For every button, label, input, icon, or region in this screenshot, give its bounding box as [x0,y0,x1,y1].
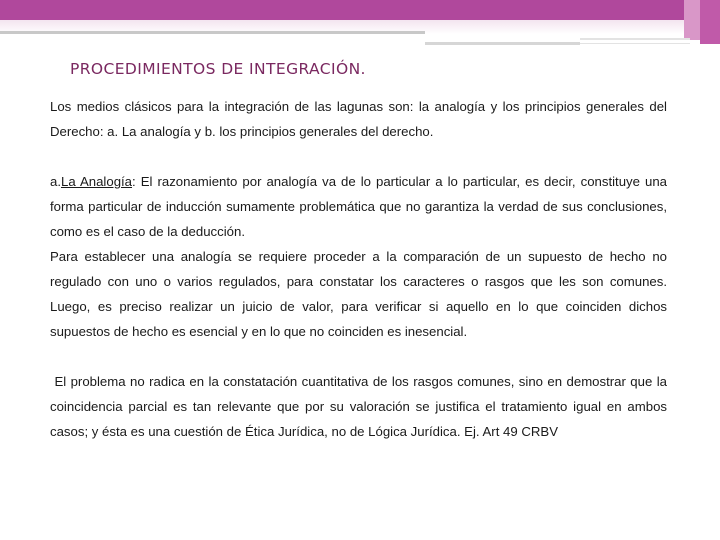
problema-paragraph: El problema no radica en la constatación cuantitativa de los rasgos comunes, sino en demostrar que la coincidencia parcial es tan relevante que por su valoración se justifica el tratamiento igual en ambos casos; y ésta es una cuestión de Ética Jurídica, no de Lógica Jurídica. Ej. Art 49 CRBV [50,374,671,439]
slide-title: PROCEDIMIENTOS DE INTEGRACIÓN. [70,60,366,79]
title-rule [0,31,425,34]
paragraph-spacer [50,344,667,369]
title-rule-mid [425,42,580,45]
establecer-paragraph: Para establecer una analogía se requiere proceder a la comparación de un supuesto de hecho no regulado con uno o varios regulados, para constatar los caracteres o rasgos que les son comunes. Luego, es preciso realizar un juicio de valor, para verificar si aquello en lo que coinciden dichos supuestos de hecho es esencial y en lo que no coinciden es inesencial. [50,249,667,339]
paragraph-spacer [50,144,667,169]
analogia-prefix: a. [50,174,61,189]
analogia-term: La Analogía [61,174,133,189]
title-rule-light-2 [580,43,690,44]
corner-accent [700,0,720,44]
title-rule-light [580,38,690,40]
header-accent-band [0,0,720,20]
analogia-colon: : [132,174,136,189]
analogia-text: El razonamiento por analogía va de lo particular a lo particular, es decir, constituye una forma particular de inducción sumamente problemática que no garantiza la verdad de sus conclusiones, como es el caso de la deducción. [50,174,667,239]
slide-body [50,94,671,444]
analogia-paragraph [50,169,667,244]
intro-paragraph: Los medios clásicos para la integración de las lagunas son: la analogía y los principios generales del Derecho: a. La analogía y b. los principios generales del derecho. [50,99,667,139]
